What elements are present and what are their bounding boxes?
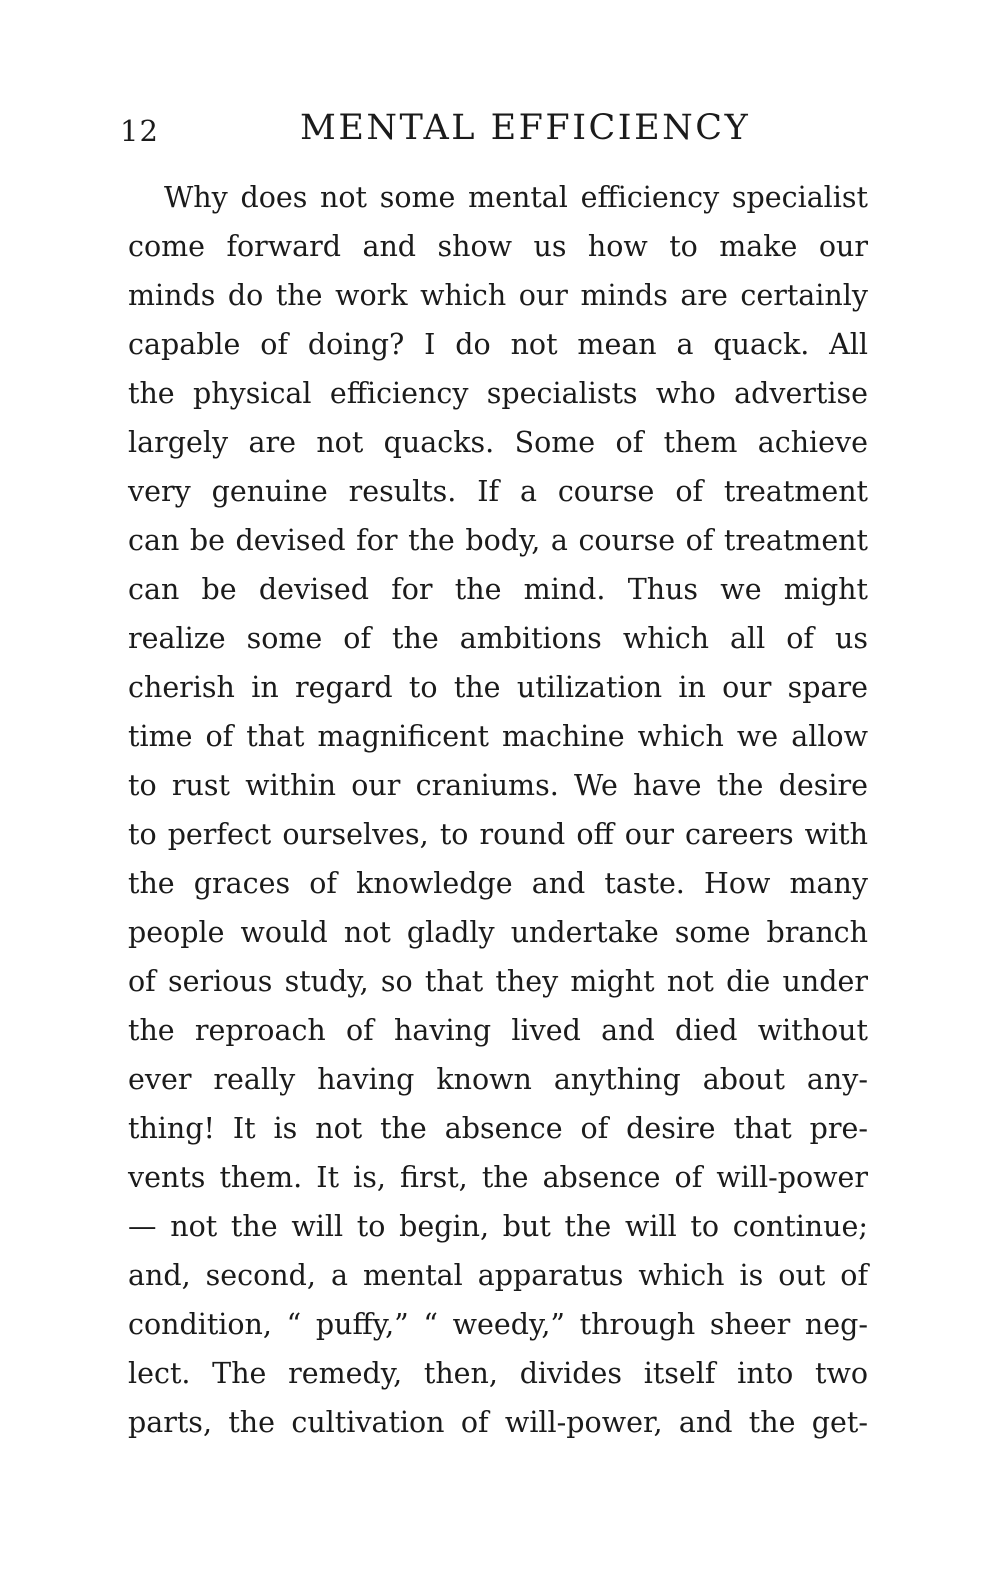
text-line: parts, the cultivation of will-power, and the get- [128,1406,868,1439]
text-line: of serious study, so that they might not die under [128,965,868,998]
text-line: very genuine results. If a course of treatment [128,475,868,508]
text-line: come forward and show us how to make our [128,230,868,263]
text-line: time of that magnificent machine which we allow [128,720,868,753]
text-line: condition, “ puffy,” “ weedy,” through sheer neg- [128,1308,868,1341]
text-line: cherish in regard to the utilization in our spare [128,671,868,704]
text-line: the graces of knowledge and taste. How many [128,867,868,900]
text-line: can be devised for the body, a course of treatment [128,524,868,557]
body-text [128,173,868,1447]
text-line: vents them. It is, first, the absence of will-power [128,1161,868,1194]
text-line: Why does not some mental efficiency specialist [164,181,868,214]
text-line: ever really having known anything about any- [128,1063,868,1096]
text-line: thing! It is not the absence of desire that pre- [128,1112,868,1145]
text-line: people would not gladly undertake some branch [128,916,868,949]
running-head [120,108,880,158]
text-line: can be devised for the mind. Thus we might [128,573,868,606]
text-line: lect. The remedy, then, divides itself into two [128,1357,868,1390]
text-line: to perfect ourselves, to round off our careers with [128,818,868,851]
page-number: 12 [120,114,159,148]
text-line: to rust within our craniums. We have the desire [128,769,868,802]
text-line: minds do the work which our minds are certainly [128,279,868,312]
running-title: MENTAL EFFICIENCY [300,108,751,148]
text-line: largely are not quacks. Some of them achieve [128,426,868,459]
text-line: capable of doing? I do not mean a quack. All [128,328,868,361]
text-line: — not the will to begin, but the will to continue; [128,1210,868,1243]
text-line: realize some of the ambitions which all of us [128,622,868,655]
text-line: the reproach of having lived and died without [128,1014,868,1047]
text-line: the physical efficiency specialists who advertise [128,377,868,410]
text-line: and, second, a mental apparatus which is out of [128,1259,868,1292]
